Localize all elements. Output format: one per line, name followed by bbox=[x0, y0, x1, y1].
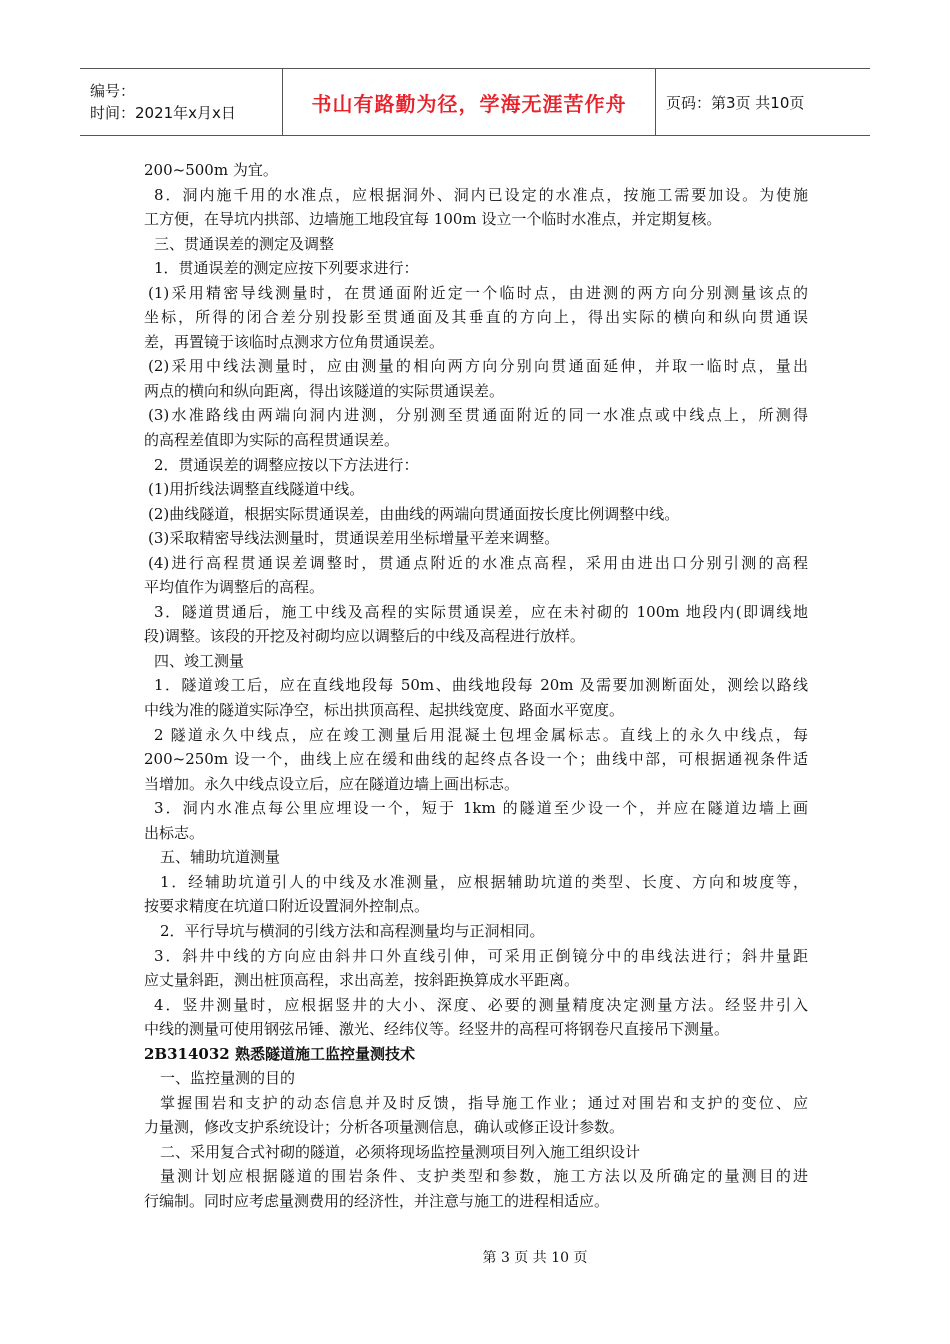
body-text-line: 五、辅助坑道测量 bbox=[160, 848, 281, 867]
page-header bbox=[80, 68, 870, 136]
body-text-line: 两点的横向和纵向距离，得出该隧道的实际贯通误差。 bbox=[144, 381, 505, 400]
section-heading: 2B314032 熟悉隧道施工监控量测技术 bbox=[144, 1044, 415, 1063]
footer-page-number: 第 3 页 共 10 页 bbox=[482, 1250, 588, 1266]
body-text-line: 2 隧道永久中线点，应在竣工测量后用混凝土包埋金属标志。直线上的永久中线点，每 bbox=[154, 725, 808, 744]
body-text-line: 应丈量斜距，测出桩顶高程，求出高差，按斜距换算成水平距离。 bbox=[144, 971, 580, 990]
body-text-line: (1)采用精密导线测量时，在贯通面附近定一个临时点，由进测的两方向分别测量该点的 bbox=[148, 283, 808, 302]
body-text-line: 3．斜井中线的方向应由斜井口外直线引伸，可采用正倒镜分中的串线法进行；斜井量距 bbox=[154, 946, 808, 965]
body-text-line: (2)采用中线法测量时，应由测量的相向两方向分别向贯通面延伸，并取一临时点，量出 bbox=[148, 357, 808, 376]
document-body bbox=[144, 158, 808, 1214]
body-text-line: 3．洞内水准点每公里应埋设一个，短于 1km 的隧道至少设一个，并应在隧道边墙上画 bbox=[154, 799, 808, 818]
body-text-line: 2．平行导坑与横洞的引线方法和高程测量均与正洞相同。 bbox=[160, 921, 545, 940]
body-text-line: 掌握围岩和支护的动态信息并及时反馈，指导施工作业；通过对围岩和支护的变位、应 bbox=[160, 1093, 808, 1112]
body-text-line: 量测计划应根据隧道的围岩条件、支护类型和参数，施工方法以及所确定的量测目的进 bbox=[160, 1167, 808, 1186]
body-text-line: 200~500m 为宜。 bbox=[144, 161, 278, 179]
body-text-line: 8．洞内施千用的水准点，应根据洞外、洞内已设定的水准点，按施工需要加设。为使施 bbox=[154, 185, 808, 204]
body-text-line: (3)水准路线由两端向洞内进测，分别测至贯通面附近的同一水准点或中线点上，所测得 bbox=[148, 406, 808, 425]
body-text-line: 中线的测量可使用钢弦吊锤、激光、经纬仪等。经竖井的高程可将钢卷尺直接吊下测量。 bbox=[144, 1020, 730, 1039]
document-number-label: 编号： bbox=[90, 82, 136, 100]
page-number-label: 页码：第3页 共10页 bbox=[666, 93, 805, 112]
body-text-line: 三、贯通误差的测定及调整 bbox=[154, 234, 335, 253]
body-text-line: 一、监控量测的目的 bbox=[160, 1069, 296, 1088]
header-page-info bbox=[656, 69, 870, 135]
body-text-line: 1．贯通误差的测定应按下列要求进行： bbox=[154, 259, 419, 278]
body-text-line: 二、采用复合式衬砌的隧道，必须将现场监控量测项目列入施工组织设计 bbox=[160, 1142, 641, 1161]
header-motto bbox=[282, 69, 656, 135]
body-text-line: 行编制。同时应考虑量测费用的经济性，并注意与施工的进程相适应。 bbox=[144, 1191, 610, 1210]
body-text-line: 1．隧道竣工后，应在直线地段每 50m、曲线地段每 20m 及需要加测断面处，测绘以路线 bbox=[154, 676, 808, 695]
header-meta bbox=[80, 69, 282, 135]
body-text-line: 按要求精度在坑道口附近设置洞外控制点。 bbox=[144, 897, 430, 916]
body-text-line: 2．贯通误差的调整应按以下方法进行： bbox=[154, 455, 419, 474]
body-text-line: (2)曲线隧道，根据实际贯通误差，由曲线的两端向贯通面按长度比例调整中线。 bbox=[148, 504, 680, 523]
body-text-line: 段)调整。该段的开挖及衬砌均应以调整后的中线及高程进行放样。 bbox=[144, 627, 585, 646]
body-text-line: 1．经辅助坑道引人的中线及水准测量，应根据辅助坑道的类型、长度、方向和坡度等， bbox=[160, 872, 808, 891]
body-text-line: 3．隧道贯通后，施工中线及高程的实际贯通误差，应在未衬砌的 100m 地段内(即调线地 bbox=[154, 602, 808, 621]
body-text-line: 当增加。永久中线点设立后，应在隧道边墙上画出标志。 bbox=[144, 774, 520, 793]
body-text-line: (4)进行高程贯通误差调整时，贯通点附近的水准点高程，采用由进出口分别引测的高程 bbox=[148, 553, 808, 572]
motto-text: 书山有路勤为径，学海无涯苦作舟 bbox=[311, 91, 627, 116]
body-text-line: 200~250m 设一个，曲线上应在缓和曲线的起终点各设一个；曲线中部，可根据通视条件适 bbox=[144, 750, 808, 769]
document-date-label: 时间：2021年x月x日 bbox=[90, 104, 236, 122]
body-text-line: 的高程差值即为实际的高程贯通误差。 bbox=[144, 431, 400, 450]
body-text-line: 差，再置镜于该临时点测求方位角贯通误差。 bbox=[144, 332, 445, 351]
body-text-line: 中线为准的隧道实际净空，标出拱顶高程、起拱线宽度、路面水平宽度。 bbox=[144, 701, 625, 720]
body-text-line: 工方便，在导坑内拱部、边墙施工地段宜每 100m 设立一个临时水准点，并定期复核。 bbox=[144, 210, 722, 229]
body-text-line: (3)采取精密导线法测量时，贯通误差用坐标增量平差来调整。 bbox=[148, 529, 560, 548]
body-text-line: 4．竖井测量时，应根据竖井的大小、深度、必要的测量精度决定测量方法。经竖井引入 bbox=[154, 995, 808, 1014]
body-text-line: 平均值作为调整后的高程。 bbox=[144, 578, 325, 597]
page-footer bbox=[0, 1247, 950, 1267]
body-text-line: 力量测，修改支护系统设计；分析各项量测信息，确认或修正设计参数。 bbox=[144, 1118, 625, 1137]
body-text-line: 四、竣工测量 bbox=[154, 651, 245, 670]
body-text-line: 坐标，所得的闭合差分别投影至贯通面及其垂直的方向上，得出实际的横向和纵向贯通误 bbox=[144, 308, 808, 327]
body-text-line: (1)用折线法调整直线隧道中线。 bbox=[148, 480, 365, 499]
body-text-line: 出标志。 bbox=[144, 823, 205, 842]
